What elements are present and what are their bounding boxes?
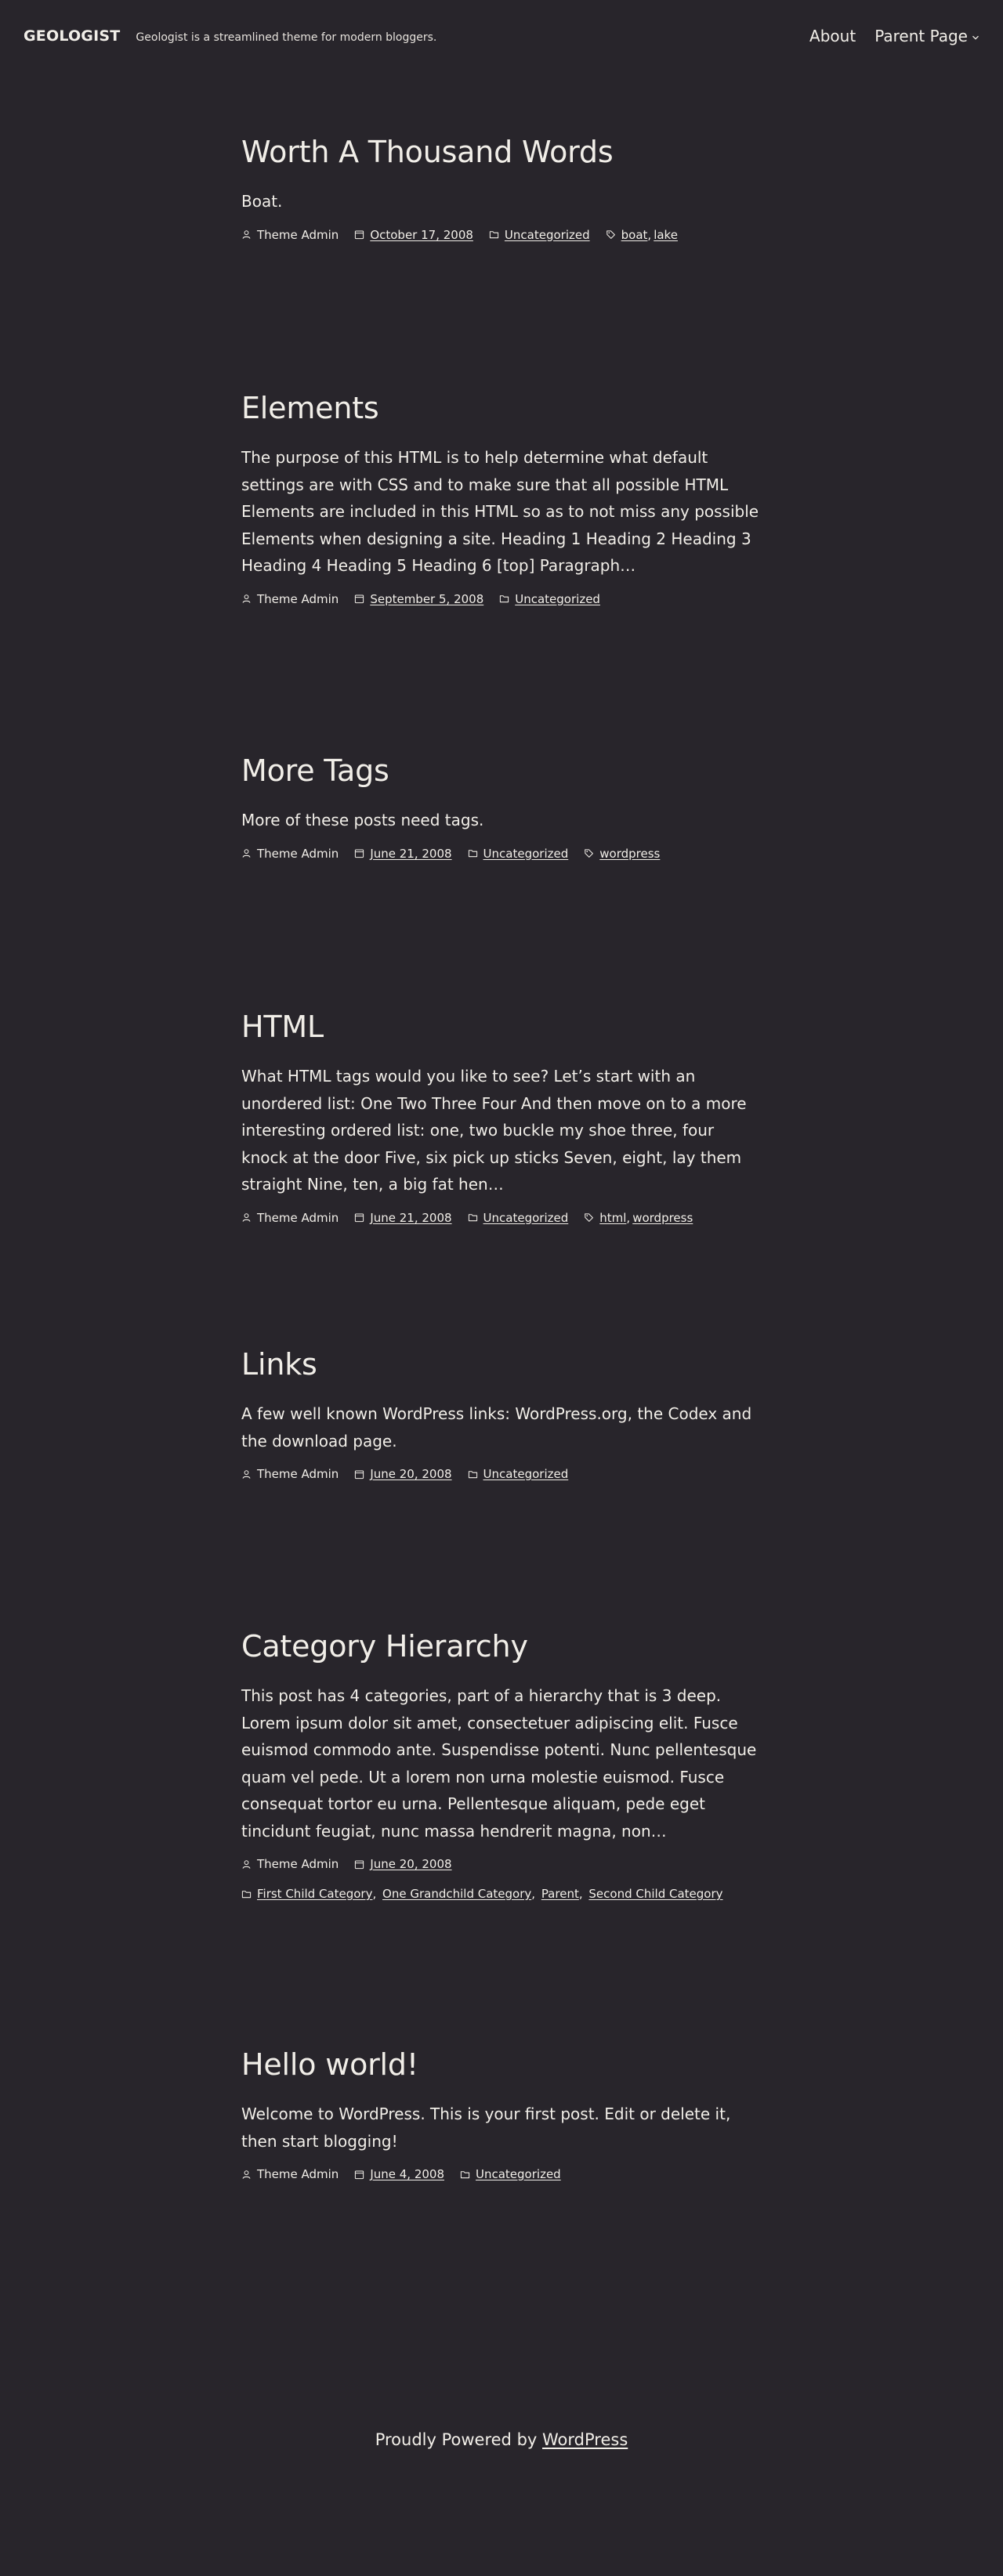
post-title-link[interactable]: Elements <box>241 391 379 425</box>
folder-icon <box>468 1212 478 1223</box>
post-categories <box>499 591 600 607</box>
post-date <box>354 846 451 862</box>
post-date-link[interactable]: September 5, 2008 <box>370 591 484 606</box>
post <box>241 1628 762 1902</box>
post-meta <box>241 1856 762 1902</box>
post-author <box>241 846 339 862</box>
post-title-link[interactable]: Hello world! <box>241 2047 418 2082</box>
post-author <box>241 227 339 243</box>
user-icon <box>241 1212 252 1223</box>
calendar-icon <box>354 1469 364 1479</box>
category-link[interactable]: One Grandchild Category <box>382 1887 532 1901</box>
post-title <box>241 1346 762 1383</box>
post-meta <box>241 846 762 862</box>
post-date-link[interactable]: June 21, 2008 <box>370 846 452 861</box>
category-link[interactable]: Uncategorized <box>476 2167 561 2181</box>
nav-item-about[interactable]: About <box>809 27 856 45</box>
post-date-link[interactable]: June 20, 2008 <box>370 1467 452 1481</box>
tag-link[interactable]: wordpress <box>599 846 661 861</box>
post-title-link[interactable]: HTML <box>241 1010 324 1044</box>
post-tags <box>606 227 678 243</box>
footer-wordpress-link[interactable]: WordPress <box>542 2430 628 2449</box>
post-title <box>241 1008 762 1046</box>
user-icon <box>241 594 252 604</box>
site-header <box>0 0 1003 72</box>
post-excerpt: This post has 4 categories, part of a hierarchy that is 3 deep. Lorem ipsum dolor sit amet, consectetuer adipiscing elit. Fusce euismod commodo ante. Suspendisse potenti. Nunc pellentesque quam vel pede. Ut a lorem non urna molestie euismod. Fusce consequat tortor eu urna. Pellentesque aliquam, pede eget tincidunt feugiat, nunc massa hendrerit magna, non… <box>241 1686 757 1841</box>
post-meta <box>241 1210 762 1226</box>
user-icon <box>241 848 252 858</box>
post-excerpt: The purpose of this HTML is to help determine what default settings are with CSS and to make sure that all possible HTML Elements are included in this HTML so as to not miss any possible Elements when designing a site. Heading 1 Heading 2 Heading 3 Heading 4 Heading 5 Heading 6 [top] Paragraph… <box>241 448 759 575</box>
post-author <box>241 591 339 607</box>
post-excerpt: A few well known WordPress links: WordPress.org, the Codex and the download page. <box>241 1404 752 1451</box>
post <box>241 133 762 243</box>
tag-icon <box>584 1212 594 1223</box>
post-meta <box>241 1466 762 1482</box>
post <box>241 1346 762 1482</box>
calendar-icon <box>354 1859 364 1870</box>
post-date <box>354 1856 451 1872</box>
category-separator: , <box>372 1887 377 1901</box>
post-categories <box>468 1210 569 1226</box>
category-link[interactable]: Uncategorized <box>515 591 600 606</box>
calendar-icon <box>354 848 364 858</box>
post-author <box>241 1466 339 1482</box>
post-categories <box>460 2166 561 2182</box>
footer-text: Proudly Powered by <box>375 2430 538 2449</box>
tag-link[interactable]: boat <box>621 227 648 242</box>
category-link[interactable]: Parent <box>541 1887 579 1901</box>
folder-icon <box>489 229 499 240</box>
post-title <box>241 389 762 427</box>
post-author <box>241 2166 339 2182</box>
calendar-icon <box>354 1212 364 1223</box>
folder-icon <box>468 1469 478 1479</box>
post-excerpt: Welcome to WordPress. This is your first post. Edit or delete it, then start blogging! <box>241 2105 731 2151</box>
post-categories <box>468 1466 569 1482</box>
nav-item-parent-page[interactable] <box>874 27 979 45</box>
folder-icon <box>241 1889 252 1899</box>
calendar-icon <box>354 2170 364 2180</box>
brand <box>24 27 436 45</box>
category-link[interactable]: First Child Category <box>257 1887 373 1901</box>
post-date-link[interactable]: June 4, 2008 <box>370 2167 444 2181</box>
site-title-link[interactable]: GEOLOGIST <box>24 27 121 45</box>
category-separator: , <box>578 1887 583 1901</box>
user-icon <box>241 1859 252 1870</box>
folder-icon <box>468 848 478 858</box>
chevron-down-icon <box>972 34 979 42</box>
post-tags <box>584 846 660 862</box>
user-icon <box>241 229 252 240</box>
post-categories <box>241 1886 762 1902</box>
post-meta <box>241 591 762 607</box>
user-icon <box>241 1469 252 1479</box>
folder-icon <box>499 594 509 604</box>
post <box>241 1008 762 1226</box>
tag-icon <box>606 229 616 240</box>
post-title <box>241 752 762 789</box>
post-excerpt: More of these posts need tags. <box>241 811 484 829</box>
nav-item-parent-page-label: Parent Page <box>874 27 968 45</box>
author-name: Theme Admin <box>257 1857 339 1871</box>
author-name: Theme Admin <box>257 1210 339 1225</box>
tag-icon <box>584 848 594 858</box>
post-title-link[interactable]: Links <box>241 1347 317 1382</box>
post <box>241 389 762 607</box>
post-excerpt: Boat. <box>241 192 283 211</box>
post-date <box>354 591 483 607</box>
category-link[interactable]: Uncategorized <box>483 846 569 861</box>
post-date-link[interactable]: June 20, 2008 <box>370 1857 452 1871</box>
category-link[interactable]: Uncategorized <box>483 1210 569 1225</box>
calendar-icon <box>354 229 364 240</box>
tag-separator: , <box>626 1210 631 1225</box>
tag-link[interactable]: lake <box>654 227 678 242</box>
primary-nav <box>809 27 979 45</box>
post-title <box>241 1628 762 1665</box>
post-date-link[interactable]: June 21, 2008 <box>370 1210 452 1225</box>
tag-separator: , <box>647 227 652 242</box>
post-title-link[interactable]: Worth A Thousand Words <box>241 135 614 169</box>
post-title-link[interactable]: Category Hierarchy <box>241 1629 528 1664</box>
post-categories <box>489 227 590 243</box>
folder-icon <box>460 2170 470 2180</box>
author-name: Theme Admin <box>257 1467 339 1481</box>
post-title <box>241 133 762 171</box>
post-date-link[interactable]: October 17, 2008 <box>370 227 473 242</box>
site-footer <box>0 2428 1003 2451</box>
calendar-icon <box>354 594 364 604</box>
post-date <box>354 227 473 243</box>
post-title <box>241 2046 762 2083</box>
category-link[interactable]: Second Child Category <box>588 1887 723 1901</box>
post-author <box>241 1856 339 1872</box>
category-link[interactable]: Uncategorized <box>504 227 590 242</box>
user-icon <box>241 2170 252 2180</box>
tag-link[interactable]: html <box>599 1210 627 1225</box>
site-tagline: Geologist is a streamlined theme for modern bloggers. <box>136 31 437 44</box>
post-meta <box>241 227 762 243</box>
author-name: Theme Admin <box>257 2167 339 2181</box>
post-author <box>241 1210 339 1226</box>
post-excerpt: What HTML tags would you like to see? Let’s start with an unordered list: One Two Three Four And then move on to a more interesting ordered list: one, two buckle my shoe three, four knock at the door Five, six pick up sticks Seven, eight, lay them straight Nine, ten, a big fat hen… <box>241 1067 747 1194</box>
post-date <box>354 1210 451 1226</box>
post-date <box>354 2166 444 2182</box>
post-categories <box>468 846 569 862</box>
category-separator: , <box>531 1887 536 1901</box>
author-name: Theme Admin <box>257 846 339 861</box>
author-name: Theme Admin <box>257 227 339 242</box>
post <box>241 752 762 862</box>
post-meta <box>241 2166 762 2182</box>
post-title-link[interactable]: More Tags <box>241 753 389 788</box>
author-name: Theme Admin <box>257 591 339 606</box>
post <box>241 2046 762 2182</box>
category-link[interactable]: Uncategorized <box>483 1467 569 1481</box>
post-date <box>354 1466 451 1482</box>
post-tags <box>584 1210 693 1226</box>
tag-link[interactable]: wordpress <box>632 1210 693 1225</box>
